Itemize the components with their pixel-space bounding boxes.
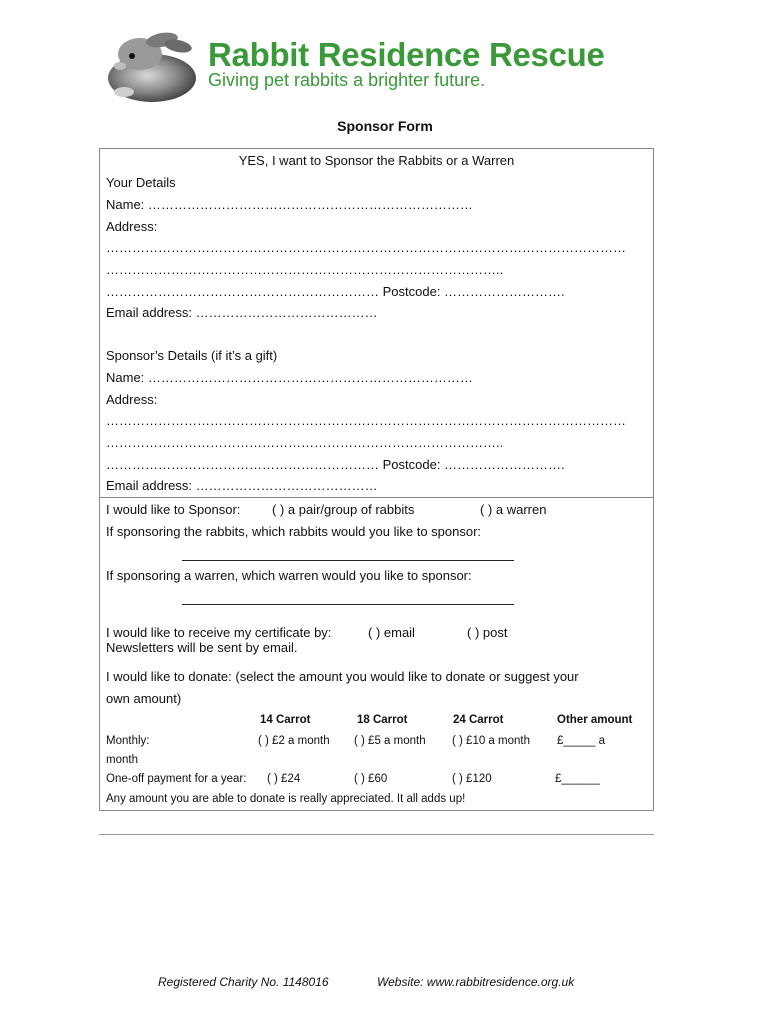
monthly-label-cont: month <box>106 754 138 766</box>
oneoff-option-other[interactable]: £______ <box>555 773 600 785</box>
certificate-email-radio[interactable]: ( ) email <box>368 625 415 640</box>
header <box>100 26 660 110</box>
sponsor-address-label: Address: <box>106 392 158 407</box>
your-address-label: Address: <box>106 219 158 234</box>
donate-header-24-carrot: 24 Carrot <box>453 714 504 726</box>
monthly-option-2[interactable]: ( ) £2 a month <box>258 735 330 747</box>
brand-title: Rabbit Residence Rescue <box>208 36 605 73</box>
footer-charity: Registered Charity No. 1148016 <box>158 975 329 989</box>
form-section-divider <box>99 497 654 498</box>
sponsor-email-field[interactable]: Email address: …………………………………… <box>106 478 378 493</box>
rabbits-answer-line[interactable] <box>182 560 514 561</box>
form-title: Sponsor Form <box>337 118 433 134</box>
oneoff-option-24[interactable]: ( ) £24 <box>267 773 301 785</box>
certificate-prompt: I would like to receive my certificate by: <box>106 625 332 640</box>
sponsor-name-field[interactable]: Name: ………………………………………………………………… <box>106 370 473 385</box>
option-rabbits-radio[interactable]: ( ) a pair/group of rabbits <box>272 502 415 517</box>
sponsor-choice-prompt: I would like to Sponsor: <box>106 502 241 517</box>
bottom-rule <box>99 834 654 835</box>
monthly-option-5[interactable]: ( ) £5 a month <box>354 735 426 747</box>
warren-question: If sponsoring a warren, which warren would you like to sponsor: <box>106 568 472 583</box>
monthly-option-10[interactable]: ( ) £10 a month <box>452 735 530 747</box>
your-postcode-field[interactable]: ……………………………………………………… Postcode: ………………………. <box>106 284 565 299</box>
monthly-option-other[interactable]: £_____ a <box>557 735 605 747</box>
sponsor-address-line-1[interactable]: ………………………………………………………………………………………………………… <box>106 413 626 428</box>
donate-intro: I would like to donate: (select the amount you would like to donate or suggest your <box>106 669 579 684</box>
donate-header-14-carrot: 14 Carrot <box>260 714 311 726</box>
option-warren-radio[interactable]: ( ) a warren <box>480 502 547 517</box>
donate-note: Any amount you are able to donate is really appreciated. It all adds up! <box>106 793 466 805</box>
donate-intro-cont: own amount) <box>106 691 182 706</box>
sponsor-details-label: Sponsor’s Details (if it’s a gift) <box>106 348 278 363</box>
your-name-field[interactable]: Name: ………………………………………………………………… <box>106 197 473 212</box>
oneoff-option-60[interactable]: ( ) £60 <box>354 773 388 785</box>
oneoff-option-120[interactable]: ( ) £120 <box>452 773 492 785</box>
rabbit-logo-image <box>100 26 200 106</box>
your-address-line-2[interactable]: ……………………………………………………………………………….. <box>106 262 504 277</box>
oneoff-label: One-off payment for a year: <box>106 773 247 785</box>
your-email-field[interactable]: Email address: …………………………………… <box>106 305 378 320</box>
footer-website[interactable]: Website: www.rabbitresidence.org.uk <box>377 975 575 989</box>
monthly-label: Monthly: <box>106 735 150 747</box>
newsletter-note: Newsletters will be sent by email. <box>106 640 298 655</box>
your-details-label: Your Details <box>106 175 176 190</box>
brand-tagline: Giving pet rabbits a brighter future. <box>208 70 486 90</box>
rabbits-question: If sponsoring the rabbits, which rabbits would you like to sponsor: <box>106 524 482 539</box>
form-heading: YES, I want to Sponsor the Rabbits or a Warren <box>238 153 515 168</box>
sponsor-postcode-field[interactable]: ……………………………………………………… Postcode: ………………………. <box>106 457 565 472</box>
certificate-post-radio[interactable]: ( ) post <box>467 625 508 640</box>
donate-header-other: Other amount <box>557 714 633 726</box>
donate-header-18-carrot: 18 Carrot <box>357 714 408 726</box>
warren-answer-line[interactable] <box>182 604 514 605</box>
your-address-line-1[interactable]: ………………………………………………………………………………………………………… <box>106 240 626 255</box>
sponsor-address-line-2[interactable]: ……………………………………………………………………………….. <box>106 435 504 450</box>
